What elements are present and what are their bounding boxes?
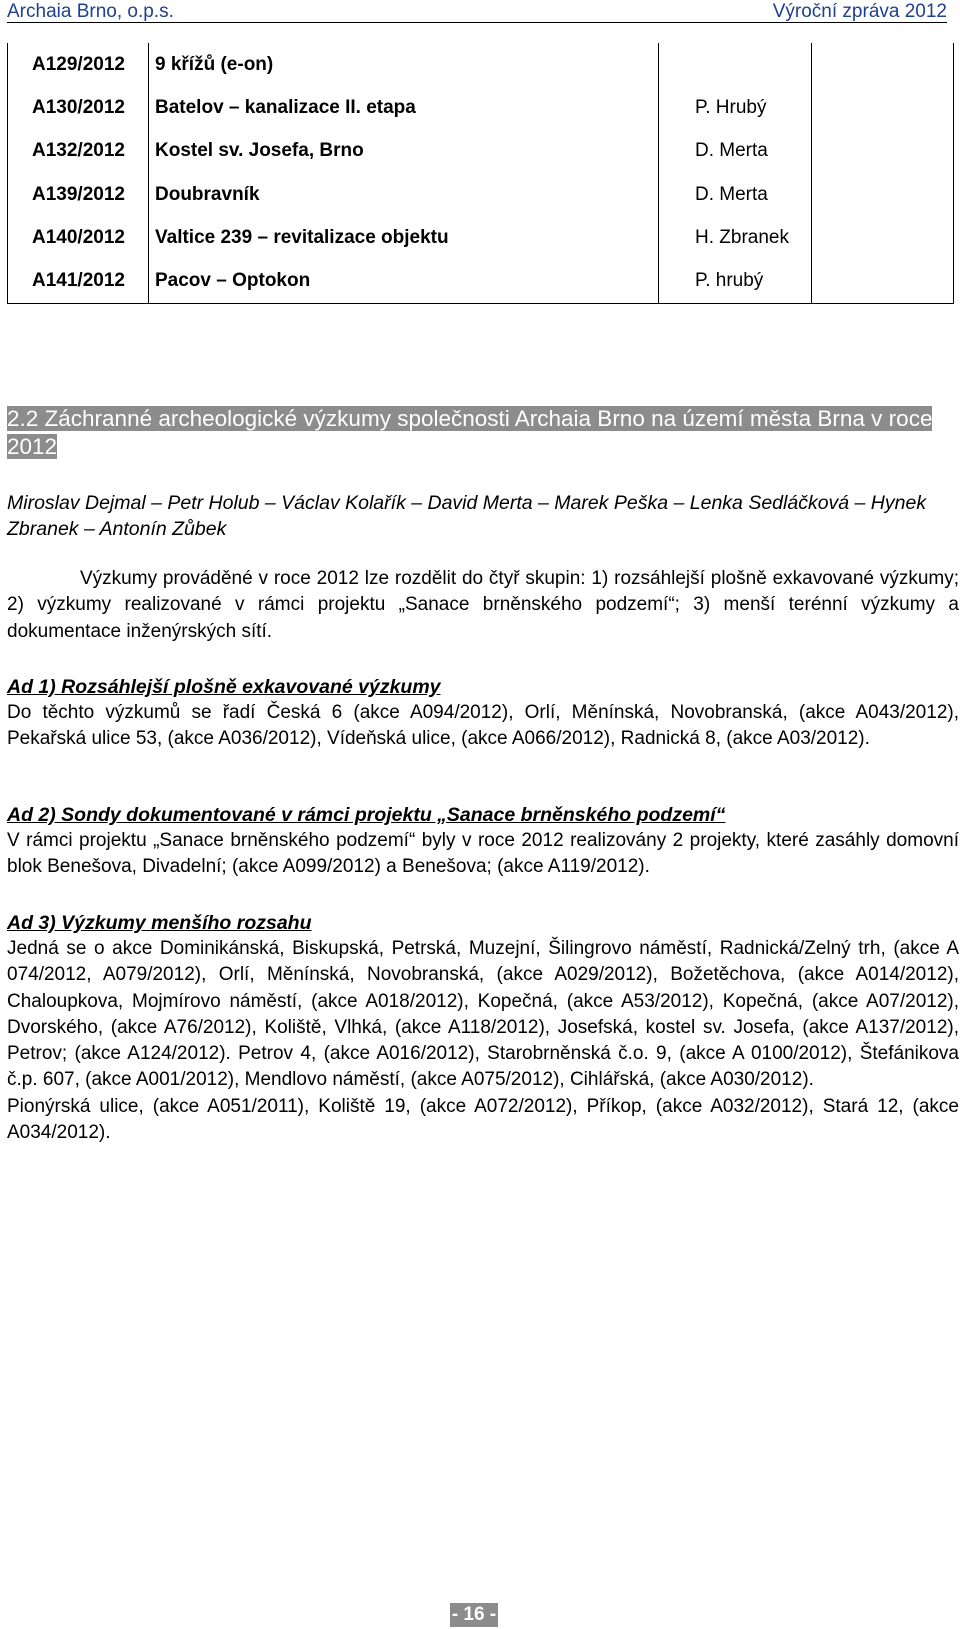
subsection-paragraph: Jedná se o akce Dominikánská, Biskupská, Petrská, Muzejní, Šilingrovo náměstí, Radnická/Zelný trh, (akce A 074/2012, A079/2012), Orlí, Měnínská, Novobranská, (akce A029/2012), Božetěchova, (akce A014/2012), Chaloupkova, Mojmírovo náměstí, (akce A018/2012), Kopečná, (akce A53/2012), Kopečná, (akce A07/2012), Dvorského, (akce A76/2012), Koliště, Vlhká, (akce A118/2012), Josefská, kostel sv. Josefa, (akce A137/2012), Petrov; (akce A124/2012). Petrov 4, (akce A016/2012), Starobrněnská č.o. 9, (akce A 0100/2012), Štefánikova č.p. 607, (akce A001/2012), Mendlovo náměstí, (akce A075/2012), Cihlářská, (akce A030/2012). — [7, 938, 959, 1091]
header-organization: Archaia Brno, o.p.s. — [7, 1, 174, 22]
subsection-paragraph: Pionýrská ulice, (akce A051/2011), Koliště 19, (akce A072/2012), Příkop, (akce A032/2012), Stará 12, (akce A034/2012). — [7, 1095, 959, 1144]
table-cell-person: D. Merta — [659, 130, 812, 173]
authors-line: Miroslav Dejmal – Petr Holub – Václav Kolařík – David Merta – Marek Peška – Lenka Sedláčková – Hynek Zbranek – Antonín Zůbek — [7, 492, 927, 541]
section-heading — [7, 405, 957, 461]
table-cell-empty — [812, 86, 954, 129]
table-cell-empty — [812, 173, 954, 216]
section-heading-text: 2.2 Záchranné archeologické výzkumy společnosti Archaia Brno na území města Brna v roce 2012 — [7, 406, 933, 459]
table-row — [8, 130, 954, 173]
subsection-title: Ad 3) Výzkumy menšího rozsahu — [7, 912, 312, 934]
table-cell-empty — [812, 259, 954, 303]
projects-table — [7, 43, 954, 304]
table-cell-person — [659, 43, 812, 86]
table-cell-id: A129/2012 — [8, 43, 149, 86]
subsection-ad3 — [7, 910, 959, 1146]
table-cell-id: A139/2012 — [8, 173, 149, 216]
table-cell-name: Batelov – kanalizace II. etapa — [149, 86, 659, 129]
table-cell-name: 9 křížů (e-on) — [149, 43, 659, 86]
page-number: - 16 - — [451, 1604, 497, 1625]
intro-paragraph: Výzkumy prováděné v roce 2012 lze rozdělit do čtyř skupin: 1) rozsáhlejší plošně exkavované výzkumy; 2) výzkumy realizované v rámci projektu „Sanace brněnského podzemí“; 3) menší terénní výzkumy a dokumentace inženýrských sítí. — [7, 568, 959, 642]
subsection-title: Ad 2) Sondy dokumentované v rámci projektu „Sanace brněnského podzemí“ — [7, 804, 726, 826]
table-cell-person: P. hrubý — [659, 259, 812, 303]
subsection-paragraph: V rámci projektu „Sanace brněnského podzemí“ byly v roce 2012 realizovány 2 projekty, které zasáhly domovní blok Benešova, Divadelní; (akce A099/2012) a Benešova; (akce A119/2012). — [7, 830, 959, 878]
table-cell-name: Pacov – Optokon — [149, 259, 659, 303]
table-cell-person: D. Merta — [659, 173, 812, 216]
subsection-title: Ad 1) Rozsáhlejší plošně exkavované výzkumy — [7, 676, 441, 698]
table-cell-id: A141/2012 — [8, 259, 149, 303]
subsection-paragraph: Do těchto výzkumů se řadí Česká 6 (akce A094/2012), Orlí, Měnínská, Novobranská, (akce A043/2012), Pekařská ulice 53, (akce A036/2012), Vídeňská ulice, (akce A066/2012), Radnická 8, (akce A03/2012). — [7, 702, 959, 750]
subsection-ad1 — [7, 674, 959, 753]
header-report-title: Výroční zpráva 2012 — [772, 1, 947, 22]
table-cell-empty — [812, 43, 954, 86]
table-cell-id: A132/2012 — [8, 130, 149, 173]
table-cell-person: H. Zbranek — [659, 216, 812, 259]
table-row — [8, 43, 954, 86]
table-row — [8, 173, 954, 216]
table-cell-id: A130/2012 — [8, 86, 149, 129]
table-cell-name: Valtice 239 – revitalizace objektu — [149, 216, 659, 259]
table-cell-id: A140/2012 — [8, 216, 149, 259]
table-cell-empty — [812, 130, 954, 173]
table-cell-empty — [812, 216, 954, 259]
subsection-ad2 — [7, 802, 959, 881]
table-cell-name: Doubravník — [149, 173, 659, 216]
table-row — [8, 259, 954, 303]
table-cell-person: P. Hrubý — [659, 86, 812, 129]
table-row — [8, 216, 954, 259]
table-cell-name: Kostel sv. Josefa, Brno — [149, 130, 659, 173]
table-row — [8, 86, 954, 129]
page-header — [7, 0, 947, 23]
